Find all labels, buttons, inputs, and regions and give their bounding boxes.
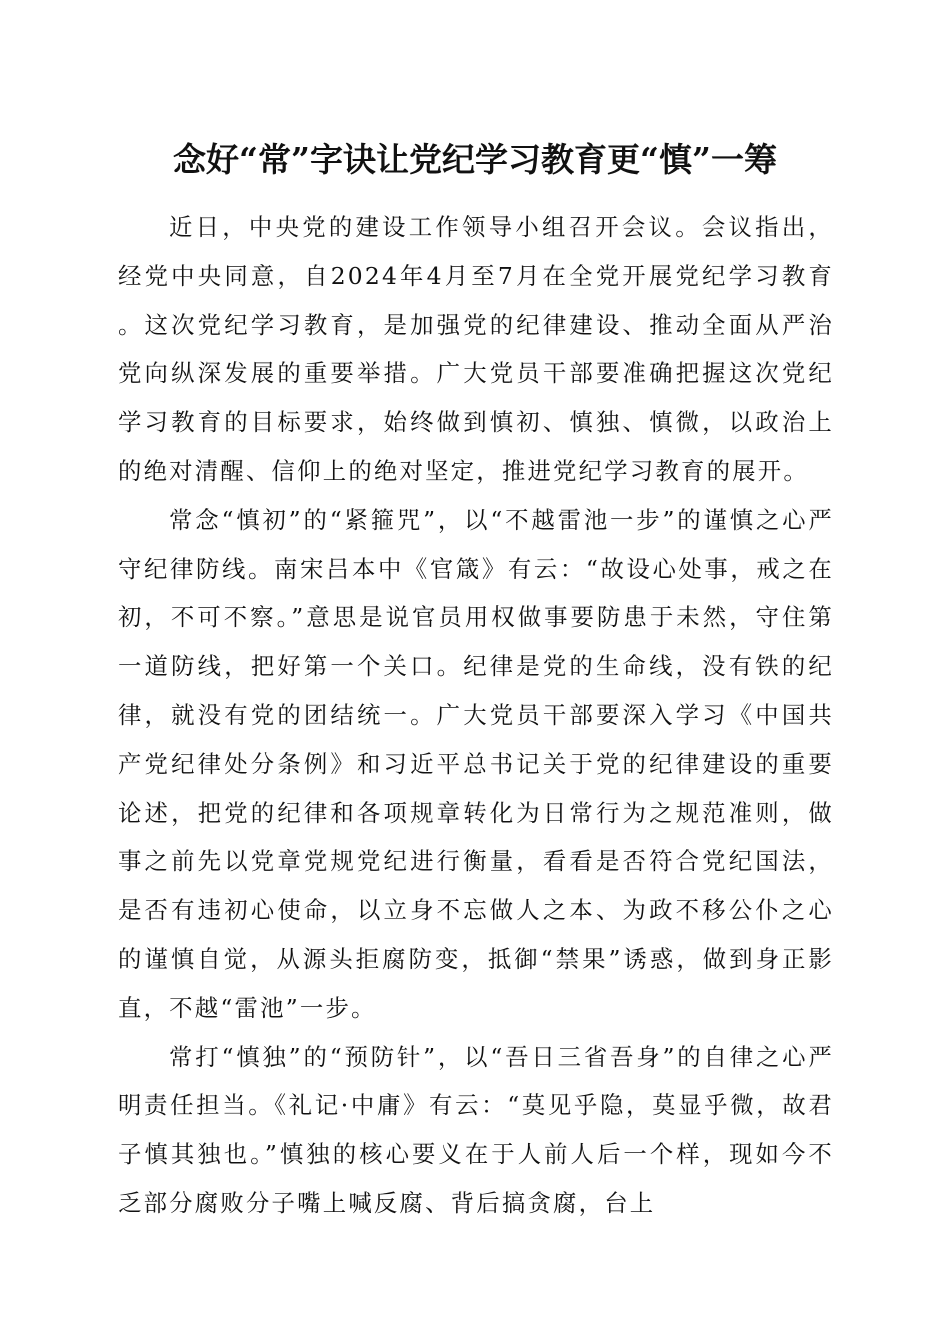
paragraph-shenchu: 常念“慎初”的“紧箍咒”，以“不越雷池一步”的谨慎之心严守纪律防线。南宋吕本中《官箴》有云：“故设心处事，戒之在初，不可不察。”意思是说官员用权做事要防患于未然，守住第一道防线，把好第一个关口。纪律是党的生命线，没有铁的纪律，就没有党的团结统一。广大党员干部要深入学习《中国共产党纪律处分条例》和习近平总书记关于党的纪律建设的重要论述，把党的纪律和各项规章转化为日常行为之规范准则，做事之前先以党章党规党纪进行衡量，看看是否符合党纪国法，是否有违初心使命，以立身不忘做人之本、为政不移公仆之心的谨慎自觉，从源头拒腐防变，抵御“禁果”诱惑，做到身正影直，不越“雷池”一步。: [118, 505, 834, 1022]
paragraph-shendu: 常打“慎独”的“预防针”，以“吾日三省吾身”的自律之心严明责任担当。《礼记·中庸》有云：“莫见乎隐，莫显乎微，故君子慎其独也。”慎独的核心要义在于人前人后一个样，现如今不乏部分腐败分子嘴上喊反腐、背后搞贪腐，台上: [118, 1042, 834, 1217]
document-title: 念好“常”字诀让党纪学习教育更“慎”一筹: [173, 140, 777, 179]
paragraph-intro: 近日，中央党的建设工作领导小组召开会议。会议指出，经党中央同意，自2024年4月至7月在全党开展党纪学习教育。这次党纪学习教育，是加强党的纪律建设、推动全面从严治党向纵深发展的重要举措。广大党员干部要准确把握这次党纪学习教育的目标要求，始终做到慎初、慎独、慎微，以政治上的绝对清醒、信仰上的绝对坚定，推进党纪学习教育的展开。: [118, 213, 834, 485]
document-body: [118, 203, 834, 1228]
